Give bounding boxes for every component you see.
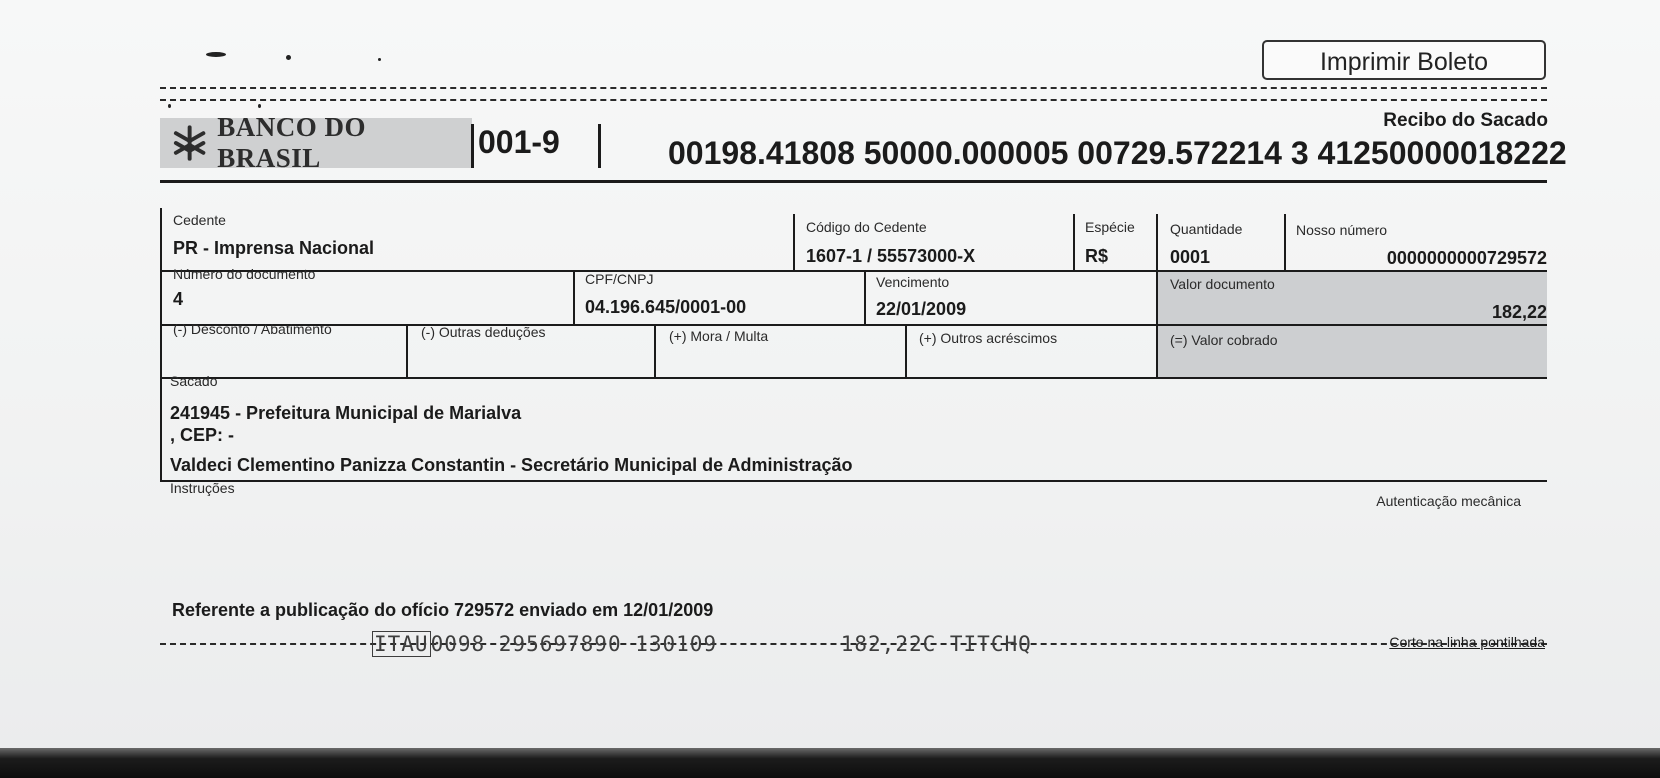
vencimento-label: Vencimento	[876, 274, 950, 290]
stamp-bank: ITAU	[374, 632, 429, 656]
valor-documento-value: 182,22	[1491, 302, 1547, 322]
reference-text: Referente a publicação do ofício 729572 enviado em 12/01/2009	[172, 600, 714, 620]
bank-authentication-stamp	[372, 632, 1032, 656]
quantidade-value: 0001	[1170, 247, 1211, 267]
nosso-numero-value: 0000000000729572	[1386, 248, 1547, 268]
sacado-line-3: Valdeci Clementino Panizza Constantin - Secretário Municipal de Administração	[170, 455, 853, 475]
digitable-line: 00198.41808 50000.000005 00729.572214 3 41250000018222	[668, 135, 1567, 171]
bank-name: BANCO DO BRASIL	[217, 112, 367, 173]
cedente-value: PR - Imprensa Nacional	[173, 238, 375, 258]
ink-speck	[206, 52, 226, 57]
ink-speck	[168, 104, 171, 108]
grid-line	[160, 208, 162, 482]
grid-line	[864, 272, 866, 326]
grid-line	[160, 270, 1547, 272]
grid-line	[406, 326, 408, 379]
bank-code: 001-9	[478, 124, 560, 160]
sacado-line-2: , CEP: -	[170, 425, 235, 445]
mora-multa-label: (+) Mora / Multa	[669, 328, 769, 344]
outras-deducoes-label: (-) Outras deduções	[421, 324, 546, 340]
header-rule	[160, 180, 1547, 183]
instrucoes-label: Instruções	[170, 480, 235, 496]
scan-shadow	[0, 748, 1660, 778]
codigo-cedente-label: Código do Cedente	[806, 219, 927, 235]
numero-documento-value: 4	[173, 289, 184, 309]
grid-line	[905, 326, 907, 379]
bank-logo	[160, 112, 472, 173]
quantidade-label: Quantidade	[1170, 221, 1243, 237]
corte-label: Corte na linha pontilhada	[1389, 634, 1545, 650]
receipt-title: Recibo do Sacado	[1383, 110, 1548, 131]
grid-line	[160, 377, 1547, 379]
cedente-label: Cedente	[173, 212, 226, 228]
grid-line	[573, 272, 575, 326]
cut-line-top-2	[160, 99, 1547, 101]
grid-line	[1156, 214, 1158, 379]
vencimento-value: 22/01/2009	[876, 299, 967, 319]
ink-speck	[286, 55, 291, 60]
autenticacao-label: Autenticação mecânica	[1376, 493, 1521, 509]
cpf-cnpj-value: 04.196.645/0001-00	[585, 297, 747, 317]
codigo-cedente-value: 1607-1 / 55573000-X	[806, 246, 976, 266]
valor-cobrado-label: (=) Valor cobrado	[1170, 332, 1278, 348]
header-separator	[471, 124, 474, 168]
grid-line	[1073, 214, 1075, 272]
especie-label: Espécie	[1085, 219, 1135, 235]
grid-line	[160, 480, 1547, 482]
stamp-amount: 182,22C TITCHQ	[840, 632, 1032, 656]
outros-acrescimos-label: (+) Outros acréscimos	[919, 330, 1058, 346]
ink-speck	[258, 104, 261, 108]
nosso-numero-label: Nosso número	[1296, 222, 1388, 238]
valor-documento-label: Valor documento	[1170, 276, 1275, 292]
banco-do-brasil-logo-icon	[170, 123, 209, 163]
especie-value: R$	[1085, 246, 1109, 266]
desconto-label: (-) Desconto / Abatimento	[173, 321, 332, 337]
grid-line	[1284, 214, 1286, 272]
stamp-code: 0098 295697890 130109	[430, 632, 718, 656]
cut-line-top	[160, 87, 1547, 89]
grid-line	[160, 324, 1547, 326]
grid-line	[793, 214, 795, 272]
numero-documento-label: Número do documento	[173, 266, 316, 282]
header-separator	[598, 124, 601, 168]
cpf-cnpj-label: CPF/CNPJ	[585, 271, 654, 287]
sacado-line-1: 241945 - Prefeitura Municipal de Marialva	[170, 403, 522, 423]
ink-speck	[378, 58, 381, 61]
print-boleto-button[interactable]: Imprimir Boleto	[1262, 40, 1546, 80]
sacado-label: Sacado	[170, 373, 218, 389]
grid-line	[654, 326, 656, 379]
